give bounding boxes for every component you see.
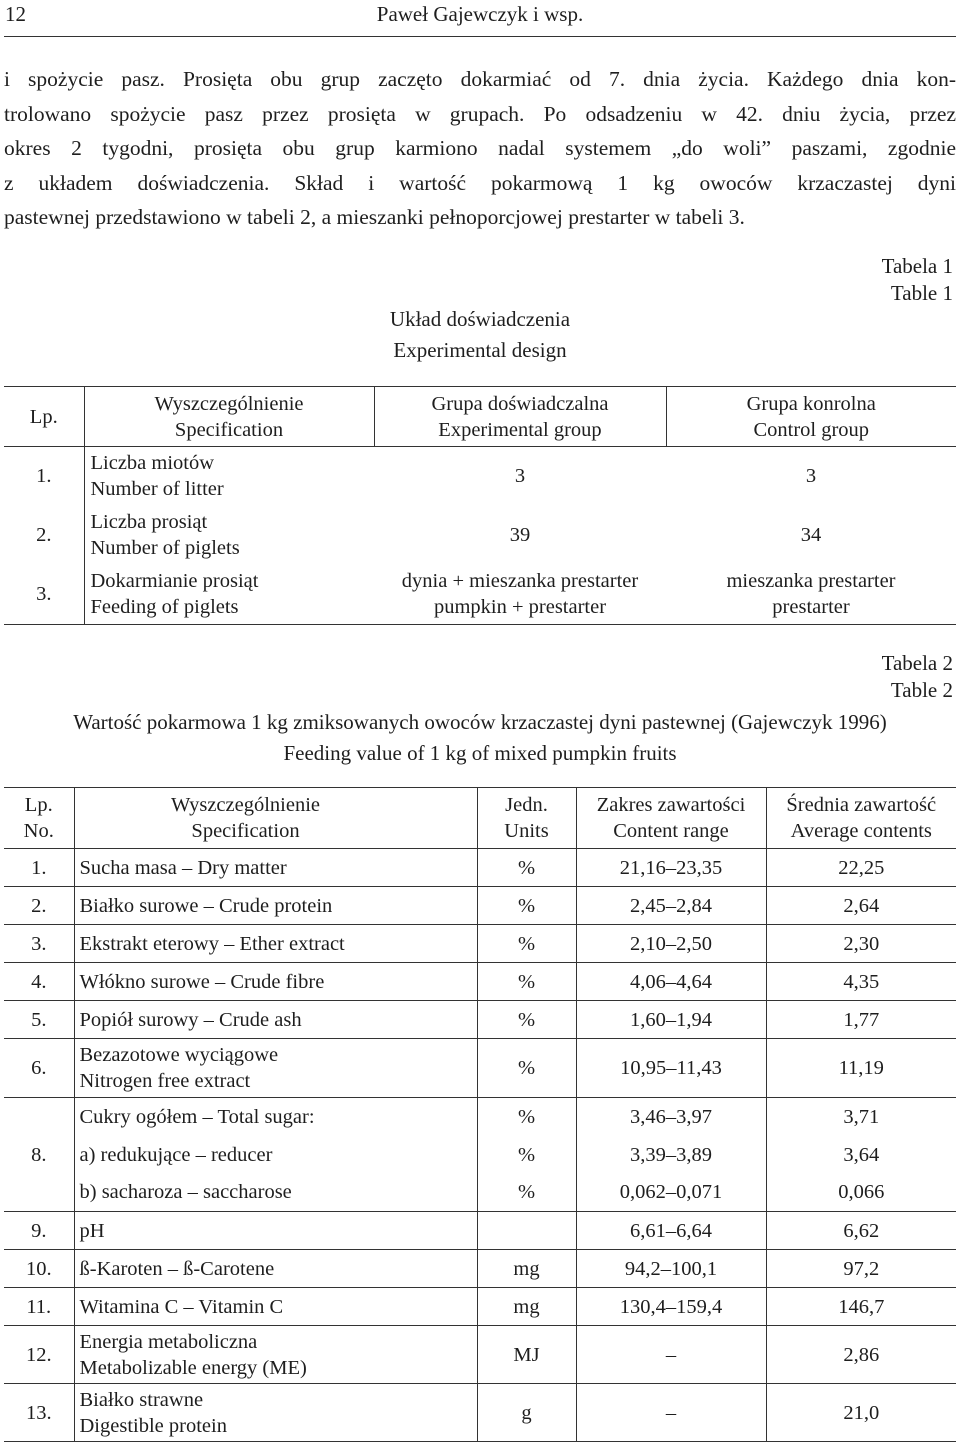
table2-row bbox=[4, 1212, 956, 1250]
table1-header-exp-en: Experimental group bbox=[438, 418, 602, 441]
table2-header-lp-en: No. bbox=[23, 820, 54, 842]
table2-cell-spec: Witamina C – Vitamin C bbox=[74, 1288, 477, 1326]
table2-cell-range: 10,95–11,43 bbox=[576, 1039, 766, 1098]
table2-cell-lp: 1. bbox=[4, 849, 74, 887]
table2-cell-range: – bbox=[576, 1326, 766, 1384]
table2-cell-range: 6,61–6,64 bbox=[576, 1212, 766, 1250]
table2-row bbox=[4, 1384, 956, 1442]
table1-ctrl-value-pl: mieszanka prestarter bbox=[726, 570, 896, 593]
table2-header-lp-pl: Lp. bbox=[24, 794, 53, 816]
table2-header-spec bbox=[74, 788, 477, 849]
table2-cell-avg: 22,25 bbox=[766, 849, 956, 887]
table1-label bbox=[882, 253, 953, 307]
table2-cell-avg: 2,30 bbox=[766, 925, 956, 963]
table1-exp-value-pl: dynia + mieszanka prestarter bbox=[401, 570, 639, 593]
table2-cell-unit: % bbox=[477, 849, 576, 887]
table2-row bbox=[4, 1039, 956, 1098]
table2 bbox=[4, 787, 956, 1442]
table1-ctrl-value-en: prestarter bbox=[772, 596, 850, 619]
table1-cell-exp bbox=[374, 506, 666, 565]
table2-cell-unit: % bbox=[477, 1136, 576, 1174]
table1-cell-spec bbox=[84, 506, 374, 565]
table2-row bbox=[4, 1326, 956, 1384]
table2-label-en: Table 2 bbox=[890, 678, 953, 702]
table1-cell-lp: 3. bbox=[36, 583, 52, 606]
table2-cell-lp: 13. bbox=[4, 1384, 74, 1442]
table2-cell-unit bbox=[477, 1212, 576, 1250]
table1-cell-ctrl bbox=[666, 506, 956, 565]
table1-exp-value-en: pumpkin + prestarter bbox=[433, 596, 607, 619]
table2-row bbox=[4, 849, 956, 887]
table2-cell-lp: 10. bbox=[4, 1250, 74, 1288]
table1-cell-ctrl bbox=[666, 565, 956, 625]
table2-cell-unit: % bbox=[477, 887, 576, 925]
body-line: okres 2 tygodni, prosięta obu grup karmiono nadal systemem „do woli” paszami, zgodnie bbox=[4, 136, 956, 160]
table2-cell-avg: 1,77 bbox=[766, 1001, 956, 1039]
table1-header-spec-en: Specification bbox=[174, 418, 284, 441]
table2-cell-unit: % bbox=[477, 925, 576, 963]
table1-header-exp bbox=[374, 387, 666, 447]
table2-cell-avg: 2,86 bbox=[766, 1326, 956, 1384]
table2-row bbox=[4, 963, 956, 1001]
table2-header-unit-en: Units bbox=[504, 820, 549, 842]
table2-header-range-pl: Zakres zawartości bbox=[596, 794, 746, 816]
table2-spec-pl: Energia metaboliczna bbox=[79, 1330, 258, 1353]
table2-title bbox=[0, 707, 960, 769]
table2-row bbox=[4, 1174, 956, 1212]
table2-cell-avg: 2,64 bbox=[766, 887, 956, 925]
table2-title-pl: Wartość pokarmowa 1 kg zmiksowanych owoców krzaczastej dyni pastewnej (Gajewczyk 1996) bbox=[73, 710, 887, 734]
table1-row bbox=[4, 565, 956, 625]
table2-cell-unit: MJ bbox=[477, 1326, 576, 1384]
table2-cell-spec bbox=[74, 1384, 477, 1442]
table1-cell-lp: 2. bbox=[36, 524, 52, 546]
table2-cell-range: 2,10–2,50 bbox=[576, 925, 766, 963]
table1-header-ctrl-pl: Grupa konrolna bbox=[746, 392, 876, 415]
table1-header-ctrl bbox=[666, 387, 956, 447]
table1-title-en: Experimental design bbox=[393, 338, 567, 362]
table1-title-pl: Układ doświadczenia bbox=[389, 307, 571, 331]
body-line: trolowano spożycie pasz przez prosięta w grupach. Po odsadzeniu w 42. dniu życia, przez bbox=[4, 101, 956, 126]
table2-cell-range: – bbox=[576, 1384, 766, 1442]
table2-cell-range: 130,4–159,4 bbox=[576, 1288, 766, 1326]
running-head: Paweł Gajewczyk i wsp. bbox=[376, 2, 584, 26]
table1-cell-spec bbox=[84, 447, 374, 506]
table1-spec-pl: Liczba miotów bbox=[90, 452, 215, 475]
table2-cell-spec bbox=[74, 1326, 477, 1384]
table1-exp-value: 3 bbox=[514, 465, 526, 488]
table2-cell-range: 3,39–3,89 bbox=[576, 1136, 766, 1174]
table2-cell-unit: % bbox=[477, 1098, 576, 1136]
table2-cell-spec bbox=[74, 1039, 477, 1098]
table2-cell-lp: 11. bbox=[4, 1288, 74, 1326]
table2-cell-range: 1,60–1,94 bbox=[576, 1001, 766, 1039]
table1 bbox=[4, 386, 956, 625]
table2-label-pl: Tabela 2 bbox=[881, 651, 953, 675]
table1-header-spec-pl: Wyszczególnienie bbox=[154, 392, 304, 415]
body-paragraph bbox=[4, 62, 956, 235]
table1-spec-en: Number of piglets bbox=[90, 537, 240, 559]
table2-cell-lp: 8. bbox=[4, 1098, 74, 1212]
table2-row bbox=[4, 1001, 956, 1039]
table2-row bbox=[4, 1098, 956, 1136]
table1-spec-en: Number of litter bbox=[90, 478, 224, 501]
body-line: z układem doświadczenia. Skład i wartość pokarmową 1 kg owoców krzaczastej dyni bbox=[4, 170, 956, 195]
table2-cell-unit: % bbox=[477, 1174, 576, 1212]
table2-cell-spec: a) redukujące – reducer bbox=[74, 1136, 477, 1174]
table2-cell-range: 4,06–4,64 bbox=[576, 963, 766, 1001]
table1-header-ctrl-en: Control group bbox=[753, 418, 870, 441]
table2-row bbox=[4, 1136, 956, 1174]
table2-header-row bbox=[4, 788, 956, 849]
table2-cell-unit: % bbox=[477, 1039, 576, 1098]
table2-cell-avg: 146,7 bbox=[766, 1288, 956, 1326]
table2-cell-lp: 12. bbox=[4, 1326, 74, 1384]
table1-spec-pl: Liczba prosiąt bbox=[90, 511, 208, 533]
table2-cell-spec: ß-Karoten – ß-Carotene bbox=[74, 1250, 477, 1288]
table2-cell-avg: 3,71 bbox=[766, 1098, 956, 1136]
table2-header-lp bbox=[4, 788, 74, 849]
table1-header-spec bbox=[84, 387, 374, 447]
table1-cell-exp bbox=[374, 565, 666, 625]
table2-cell-avg: 3,64 bbox=[766, 1136, 956, 1174]
table2-header-avg-en: Average contents bbox=[790, 820, 932, 842]
table2-header-avg-pl: Średnia zawartość bbox=[786, 794, 937, 816]
table2-cell-spec: Włókno surowe – Crude fibre bbox=[74, 963, 477, 1001]
table2-cell-range: 0,062–0,071 bbox=[576, 1174, 766, 1212]
table2-spec-pl: Bezazotowe wyciągowe bbox=[79, 1044, 279, 1066]
table2-header-range bbox=[576, 788, 766, 849]
table2-title-en: Feeding value of 1 kg of mixed pumpkin fruits bbox=[283, 741, 677, 765]
table2-cell-unit: % bbox=[477, 1001, 576, 1039]
table1-header-exp-pl: Grupa doświadczalna bbox=[431, 392, 609, 415]
table2-cell-range: 3,46–3,97 bbox=[576, 1098, 766, 1136]
table2-row bbox=[4, 1288, 956, 1326]
table2-cell-range: 2,45–2,84 bbox=[576, 887, 766, 925]
table1-exp-value: 39 bbox=[509, 524, 531, 546]
table1-spec-pl: Dokarmianie prosiąt bbox=[90, 570, 259, 593]
table2-cell-avg: 11,19 bbox=[766, 1039, 956, 1098]
table2-spec-en: Nitrogen free extract bbox=[79, 1070, 251, 1092]
table2-cell-unit: % bbox=[477, 963, 576, 1001]
table2-cell-avg: 4,35 bbox=[766, 963, 956, 1001]
table2-header-unit bbox=[477, 788, 576, 849]
table2-cell-lp: 6. bbox=[4, 1039, 74, 1098]
table2-row bbox=[4, 925, 956, 963]
table2-header-spec-pl: Wyszczególnienie bbox=[170, 794, 321, 816]
table2-spec-pl: Białko strawne bbox=[79, 1388, 204, 1411]
table2-header-range-en: Content range bbox=[613, 820, 729, 842]
table1-cell-lp: 1. bbox=[36, 465, 52, 488]
table2-row bbox=[4, 1250, 956, 1288]
table2-row bbox=[4, 887, 956, 925]
table1-title bbox=[0, 304, 960, 366]
table1-spec-en: Feeding of piglets bbox=[90, 596, 239, 619]
table1-header-row bbox=[4, 387, 956, 447]
table2-cell-spec: Ekstrakt eterowy – Ether extract bbox=[74, 925, 477, 963]
table2-cell-spec: Cukry ogółem – Total sugar: bbox=[74, 1098, 477, 1136]
body-line: i spożycie pasz. Prosięta obu grup zaczęto dokarmiać od 7. dnia życia. Każdego dnia kon- bbox=[4, 67, 956, 91]
table2-cell-spec: Sucha masa – Dry matter bbox=[74, 849, 477, 887]
table1-row bbox=[4, 506, 956, 565]
table2-header-avg bbox=[766, 788, 956, 849]
body-line: pastewnej przedstawiono w tabeli 2, a mieszanki pełnoporcjowej prestarter w tabeli 3. bbox=[4, 205, 745, 229]
table2-cell-spec: b) sacharoza – saccharose bbox=[74, 1174, 477, 1212]
table1-ctrl-value: 3 bbox=[805, 465, 817, 488]
table2-cell-spec: pH bbox=[74, 1212, 477, 1250]
table2-header-spec-en: Specification bbox=[191, 820, 300, 842]
table2-cell-lp: 2. bbox=[4, 887, 74, 925]
table2-cell-spec: Popiół surowy – Crude ash bbox=[74, 1001, 477, 1039]
table2-cell-lp: 4. bbox=[4, 963, 74, 1001]
table2-label bbox=[882, 650, 953, 704]
table2-cell-avg: 0,066 bbox=[766, 1174, 956, 1212]
table1-cell-ctrl bbox=[666, 447, 956, 506]
table1-header-lp: Lp. bbox=[4, 387, 84, 447]
table2-cell-lp: 3. bbox=[4, 925, 74, 963]
table1-ctrl-value: 34 bbox=[800, 524, 822, 546]
table1-cell-spec bbox=[84, 565, 374, 625]
table2-spec-en: Digestible protein bbox=[79, 1414, 227, 1437]
table2-cell-avg: 97,2 bbox=[766, 1250, 956, 1288]
page-number: 12 bbox=[5, 2, 26, 26]
table1-row bbox=[4, 447, 956, 506]
table2-cell-unit: g bbox=[477, 1384, 576, 1442]
table2-cell-spec: Białko surowe – Crude protein bbox=[74, 887, 477, 925]
table1-label-en: Table 1 bbox=[890, 281, 953, 305]
table2-cell-lp: 9. bbox=[4, 1212, 74, 1250]
table2-cell-lp: 5. bbox=[4, 1001, 74, 1039]
header-rule bbox=[4, 36, 956, 37]
table2-cell-avg: 21,0 bbox=[766, 1384, 956, 1442]
table2-cell-unit: mg bbox=[477, 1288, 576, 1326]
table2-cell-unit: mg bbox=[477, 1250, 576, 1288]
table2-spec-en: Metabolizable energy (ME) bbox=[79, 1356, 307, 1379]
table1-label-pl: Tabela 1 bbox=[881, 254, 953, 278]
table2-header-unit-pl: Jedn. bbox=[505, 794, 548, 816]
table2-cell-range: 21,16–23,35 bbox=[576, 849, 766, 887]
table2-cell-range: 94,2–100,1 bbox=[576, 1250, 766, 1288]
table1-cell-exp bbox=[374, 447, 666, 506]
table2-cell-avg: 6,62 bbox=[766, 1212, 956, 1250]
